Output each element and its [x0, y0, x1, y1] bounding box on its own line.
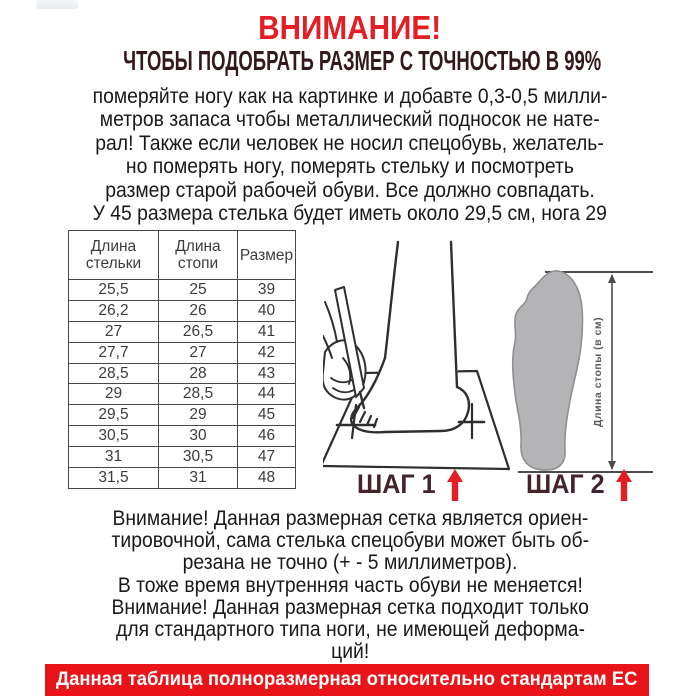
col-header-insole-length: Длина стельки	[69, 231, 159, 280]
page-title	[0, 10, 700, 46]
cell-size: 43	[238, 363, 296, 384]
cell-size: 41	[238, 321, 296, 342]
table-row	[69, 384, 296, 405]
table-row	[69, 300, 296, 321]
cell-size: 45	[238, 405, 296, 426]
cell-insole: 29,5	[69, 405, 159, 426]
table-row	[69, 405, 296, 426]
eu-standard-banner-text: Данная таблица полноразмерная относительно стандартам ЕС	[56, 669, 638, 690]
table-row	[69, 342, 296, 363]
intro-line: У 45 размера стелька будет иметь около 29,5 см, нога 29	[92, 201, 608, 226]
step1-label-row	[357, 468, 464, 502]
notes-paragraph	[0, 507, 700, 662]
page-subtitle	[0, 46, 700, 76]
cell-insole: 30,5	[69, 426, 159, 447]
step1-up-arrow-icon	[446, 468, 464, 502]
cell-foot: 28	[159, 363, 238, 384]
intro-line: метров запаса чтобы металлический подносок не нате-	[100, 107, 600, 132]
intro-line: размер старой рабочей обуви. Все должно совпадать.	[105, 177, 595, 202]
cell-foot: 29	[159, 405, 238, 426]
col-header-size: Размер	[238, 231, 296, 280]
cell-size: 39	[238, 280, 296, 301]
notes-line: для стандартного типа ноги, не имеющей деформа-	[115, 617, 585, 642]
cell-foot: 26,5	[159, 321, 238, 342]
step2-label: ШАГ 2	[526, 469, 605, 499]
step2-label-row	[526, 468, 633, 502]
cell-foot: 30,5	[159, 447, 238, 468]
cell-insole: 26,2	[69, 300, 159, 321]
measure-axis-label: Длина стопы (в см)	[592, 316, 604, 428]
col-header-foot-length: Длина стопи	[159, 231, 238, 280]
eu-standard-banner	[45, 664, 649, 696]
notes-line: Внимание! Данная размерная сетка является ориен-	[112, 506, 588, 530]
intro-line: рал! Также если человек не носил спецобувь, желатель-	[95, 130, 605, 155]
notes-line: тировочной, сама стелька спецобуви может быть об-	[111, 528, 589, 553]
table-row	[69, 426, 296, 447]
cell-foot: 28,5	[159, 384, 238, 405]
step1-label: ШАГ 1	[357, 469, 436, 499]
table-row	[69, 280, 296, 301]
notes-line: резана не точно (+ - 5 миллиметров).	[182, 550, 518, 575]
notes-line: В тоже время внутренняя часть обуви не меняется!	[117, 572, 583, 597]
cell-size: 47	[238, 447, 296, 468]
cell-foot: 26	[159, 300, 238, 321]
notes-line: Внимание! Данная размерная сетка подходит только	[111, 594, 589, 619]
cell-insole: 27	[69, 321, 159, 342]
cell-insole: 25,5	[69, 280, 159, 301]
page-subtitle-text: ЧТОБЫ ПОДОБРАТЬ РАЗМЕР С ТОЧНОСТЬЮ В 99%	[123, 45, 602, 76]
table-row	[69, 468, 296, 489]
watermark-fragment	[36, 0, 78, 9]
cell-insole: 31	[69, 447, 159, 468]
intro-paragraph	[0, 85, 700, 225]
cell-foot: 31	[159, 468, 238, 489]
table-row	[69, 363, 296, 384]
cell-size: 46	[238, 426, 296, 447]
table-row	[69, 321, 296, 342]
insole-illustration	[498, 238, 656, 480]
size-table	[68, 230, 296, 489]
notes-line: ций!	[330, 639, 370, 664]
intro-line: но померять ногу, померять стельку и посмотреть	[125, 154, 575, 179]
page-title-text: ВНИМАНИЕ!	[258, 9, 442, 46]
size-table-header-row	[69, 231, 296, 280]
cell-size: 40	[238, 300, 296, 321]
intro-line: померяйте ногу как на картинке и добавте 0,3-0,5 милли-	[92, 84, 608, 108]
cell-insole: 28,5	[69, 363, 159, 384]
cell-foot: 27	[159, 342, 238, 363]
cell-insole: 27,7	[69, 342, 159, 363]
cell-size: 44	[238, 384, 296, 405]
cell-foot: 30	[159, 426, 238, 447]
table-row	[69, 447, 296, 468]
cell-size: 42	[238, 342, 296, 363]
cell-foot: 25	[159, 280, 238, 301]
cell-insole: 31,5	[69, 468, 159, 489]
insole-shape	[513, 271, 583, 470]
cell-size: 48	[238, 468, 296, 489]
cell-insole: 29	[69, 384, 159, 405]
step2-up-arrow-icon	[615, 468, 633, 502]
